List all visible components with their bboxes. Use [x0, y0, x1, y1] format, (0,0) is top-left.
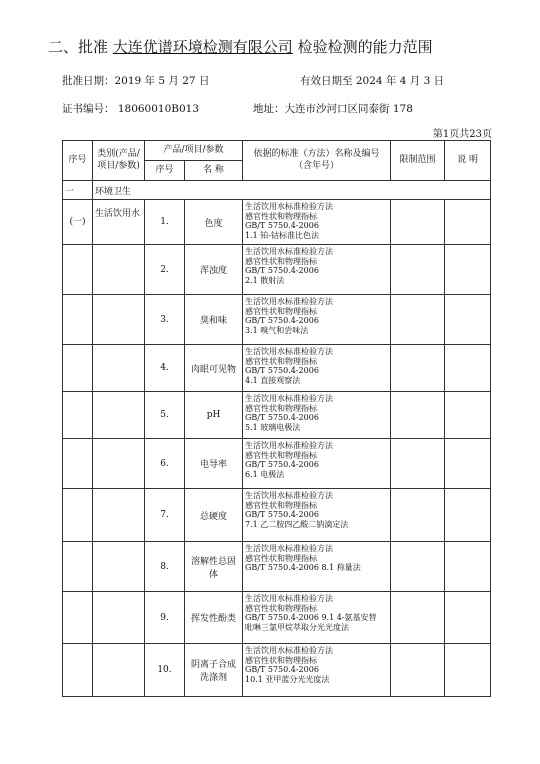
standard-line: 1.1 铂-钴标准比色法	[245, 230, 319, 240]
standard-line: 感官性状和物理指标	[245, 500, 318, 510]
empty-cell	[93, 489, 145, 542]
table-row	[63, 345, 491, 392]
empty-cell	[63, 644, 93, 697]
empty-cell	[63, 392, 93, 439]
group-seq: (一)	[63, 200, 93, 245]
section-row	[63, 181, 491, 200]
header-product-group: 产品/项目/参数	[145, 141, 243, 161]
standard-line: 生活饮用水标准检验方法	[245, 594, 334, 603]
empty-cell	[93, 392, 145, 439]
item-standard	[243, 489, 391, 542]
table-row	[63, 644, 491, 697]
standard-line: GB/T 5750.4-2006	[245, 413, 319, 423]
header-seq: 序号	[63, 141, 93, 181]
item-no: 1.	[145, 200, 185, 245]
item-standard	[243, 592, 391, 644]
item-no: 7.	[145, 489, 185, 542]
item-name: 总硬度	[185, 489, 243, 542]
item-no: 8.	[145, 542, 185, 592]
page-title	[48, 36, 433, 57]
standard-line: 10.1 亚甲蓝分光光度法	[245, 674, 330, 684]
header-sub-seq: 序号	[145, 161, 185, 181]
empty-cell	[63, 295, 93, 345]
table-row	[63, 439, 491, 489]
standard-line: 感官性状和物理指标	[245, 256, 318, 266]
standard-line: 感官性状和物理指标	[245, 403, 318, 413]
item-no: 6.	[145, 439, 185, 489]
empty-cell	[63, 245, 93, 295]
standard-line: 吡啉三氯甲烷萃取分光光度法	[245, 622, 350, 632]
limit-cell	[391, 489, 445, 542]
limit-cell	[391, 644, 445, 697]
standard-line: 感官性状和物理指标	[245, 450, 318, 460]
table-row	[63, 489, 491, 542]
item-standard	[243, 644, 391, 697]
standard-line: GB/T 5750.4-2006	[245, 460, 319, 470]
title-prefix: 二、批准	[48, 38, 109, 56]
item-standard	[243, 345, 391, 392]
standard-line: 生活饮用水标准检验方法	[245, 441, 334, 450]
note-cell	[445, 592, 491, 644]
empty-cell	[93, 542, 145, 592]
standard-line: GB/T 5750.4-2006	[245, 366, 319, 376]
title-suffix: 检验检测的能力范围	[297, 38, 433, 56]
standard-line: GB/T 5750.4-2006 8.1 称量法	[245, 563, 361, 573]
note-cell	[445, 542, 491, 592]
item-no: 10.	[145, 644, 185, 697]
standard-line: GB/T 5750.4-2006	[245, 665, 319, 675]
table-row	[63, 542, 491, 592]
limit-cell	[391, 542, 445, 592]
standard-line: 生活饮用水标准检验方法	[245, 347, 334, 356]
standard-line: 7.1 乙二胺四乙酸二钠滴定法	[245, 519, 349, 529]
valid-until: 有效日期至 2024 年 4 月 3 日	[300, 75, 445, 87]
item-no: 3.	[145, 295, 185, 345]
header-standard: 依据的标准（方法）名称及编号（含年号）	[243, 141, 391, 181]
approval-date: 批准日期：2019 年 5 月 27 日	[62, 75, 210, 87]
table-row	[63, 592, 491, 644]
item-name: 肉眼可见物	[185, 345, 243, 392]
limit-cell	[391, 245, 445, 295]
note-cell	[445, 439, 491, 489]
title-org: 大连优谱环境检测有限公司	[112, 38, 293, 56]
note-cell	[445, 245, 491, 295]
section-seq: 一	[63, 181, 93, 200]
standard-line: 感官性状和物理指标	[245, 553, 318, 563]
header-limit: 限制范围	[391, 141, 445, 181]
standard-line: 3.1 嗅气和尝味法	[245, 325, 309, 335]
empty-cell	[93, 295, 145, 345]
item-no: 5.	[145, 392, 185, 439]
item-name: 臭和味	[185, 295, 243, 345]
limit-cell	[391, 345, 445, 392]
empty-cell	[93, 345, 145, 392]
item-standard	[243, 200, 391, 245]
note-cell	[445, 392, 491, 439]
standard-line: 生活饮用水标准检验方法	[245, 202, 334, 211]
item-name: 溶解性总固体	[185, 542, 243, 592]
item-name: 挥发性酚类	[185, 592, 243, 644]
item-standard	[243, 295, 391, 345]
item-no: 9.	[145, 592, 185, 644]
item-standard	[243, 245, 391, 295]
standard-line: 4.1 直接观察法	[245, 375, 301, 385]
standard-line: 生活饮用水标准检验方法	[245, 247, 334, 256]
standard-line: GB/T 5750.4-2006	[245, 221, 319, 231]
limit-cell	[391, 200, 445, 245]
item-name: 浑浊度	[185, 245, 243, 295]
standard-line: 感官性状和物理指标	[245, 655, 318, 665]
standard-line: 感官性状和物理指标	[245, 211, 318, 221]
limit-cell	[391, 295, 445, 345]
limit-cell	[391, 439, 445, 489]
item-name: pH	[185, 392, 243, 439]
standard-line: 生活饮用水标准检验方法	[245, 491, 334, 500]
empty-cell	[63, 345, 93, 392]
standard-line: 生活饮用水标准检验方法	[245, 394, 334, 403]
empty-cell	[63, 439, 93, 489]
page-number: 第1页共23页	[432, 129, 492, 140]
standard-line: 生活饮用水标准检验方法	[245, 297, 334, 306]
standard-line: 生活饮用水标准检验方法	[245, 646, 334, 655]
header-note: 说 明	[445, 141, 491, 181]
section-name: 环境卫生	[93, 181, 491, 200]
group-name: 生活饮用水	[93, 200, 145, 245]
item-standard	[243, 439, 391, 489]
scope-table	[62, 140, 491, 697]
empty-cell	[93, 644, 145, 697]
note-cell	[445, 345, 491, 392]
item-name: 阴离子合成洗涤剂	[185, 644, 243, 697]
standard-line: 生活饮用水标准检验方法	[245, 544, 334, 553]
empty-cell	[63, 592, 93, 644]
note-cell	[445, 295, 491, 345]
standard-line: GB/T 5750.4-2006	[245, 316, 319, 326]
empty-cell	[93, 439, 145, 489]
address: 地址：大连市沙河口区同泰街 178	[253, 103, 413, 115]
standard-line: 5.1 玻璃电极法	[245, 422, 301, 432]
standard-line: GB/T 5750.4-2006	[245, 266, 319, 276]
empty-cell	[63, 489, 93, 542]
item-name: 色度	[185, 200, 243, 245]
table-row	[63, 295, 491, 345]
empty-cell	[63, 542, 93, 592]
header-name: 名 称	[185, 161, 243, 181]
standard-line: 感官性状和物理指标	[245, 603, 318, 613]
standard-line: 感官性状和物理指标	[245, 306, 318, 316]
standard-line: 2.1 散射法	[245, 275, 285, 285]
note-cell	[445, 644, 491, 697]
table-row	[63, 392, 491, 439]
item-no: 2.	[145, 245, 185, 295]
limit-cell	[391, 392, 445, 439]
standard-line: 6.1 电极法	[245, 469, 285, 479]
cert-number: 证书编号： 18060010B013	[62, 103, 200, 115]
standard-line: 感官性状和物理指标	[245, 356, 318, 366]
standard-line: GB/T 5750.4-2006	[245, 510, 319, 520]
limit-cell	[391, 592, 445, 644]
empty-cell	[93, 592, 145, 644]
standard-line: GB/T 5750.4-2006 9.1 4-氨基安替	[245, 613, 377, 623]
table-row	[63, 200, 491, 245]
header-category: 类别(产品/项目/参数)	[93, 141, 145, 181]
item-standard	[243, 392, 391, 439]
item-no: 4.	[145, 345, 185, 392]
item-standard	[243, 542, 391, 592]
note-cell	[445, 489, 491, 542]
table-row	[63, 245, 491, 295]
note-cell	[445, 200, 491, 245]
item-name: 电导率	[185, 439, 243, 489]
empty-cell	[93, 245, 145, 295]
